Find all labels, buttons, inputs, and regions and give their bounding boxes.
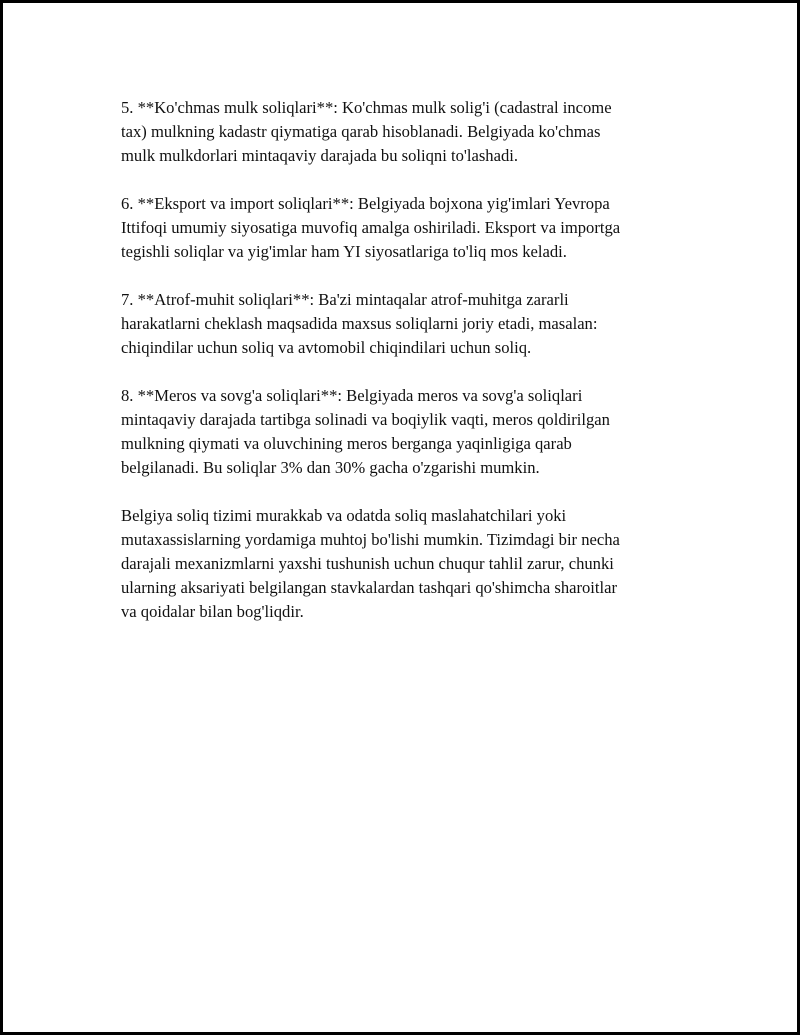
text-line: ularning aksariyati belgilangan stavkalardan tashqari qo'shimcha sharoitlar [121, 578, 618, 597]
text-line: chiqindilar uchun soliq va avtomobil chiqindilari uchun soliq. [121, 338, 532, 357]
text-line: mutaxassislarning yordamiga muhtoj bo'lishi mumkin. Tizimdagi bir necha [121, 530, 620, 549]
text-line: 5. **Ko'chmas mulk soliqlari**: Ko'chmas mulk solig'i (cadastral income [121, 98, 612, 117]
paragraph-environmental-tax [121, 288, 686, 360]
paragraph-export-import-tax [121, 192, 686, 264]
paragraph-inheritance-gift-tax [121, 384, 686, 480]
text-line: harakatlarni cheklash maqsadida maxsus soliqlarni joriy etadi, masalan: [121, 314, 598, 333]
text-line: Belgiya soliq tizimi murakkab va odatda soliq maslahatchilari yoki [121, 506, 567, 525]
text-line: va qoidalar bilan bog'liqdir. [121, 602, 304, 621]
text-line: 6. **Eksport va import soliqlari**: Belgiyada bojxona yig'imlari Yevropa [121, 194, 610, 213]
text-line: tax) mulkning kadastr qiymatiga qarab hisoblanadi. Belgiyada ko'chmas [121, 122, 601, 141]
paragraph-conclusion [121, 504, 686, 624]
text-line: 7. **Atrof-muhit soliqlari**: Ba'zi mintaqalar atrof-muhitga zararli [121, 290, 569, 309]
text-line: 8. **Meros va sovg'a soliqlari**: Belgiyada meros va sovg'a soliqlari [121, 386, 583, 405]
paragraph-property-tax [121, 96, 686, 168]
text-line: mintaqaviy darajada tartibga solinadi va boqiylik vaqti, meros qoldirilgan [121, 410, 610, 429]
text-line: Ittifoqi umumiy siyosatiga muvofiq amalga oshiriladi. Eksport va importga [121, 218, 621, 237]
text-line: mulk mulkdorlari mintaqaviy darajada bu soliqni to'lashadi. [121, 146, 519, 165]
text-line: belgilanadi. Bu soliqlar 3% dan 30% gacha o'zgarishi mumkin. [121, 458, 540, 477]
text-line: darajali mexanizmlarni yaxshi tushunish uchun chuqur tahlil zarur, chunki [121, 554, 614, 573]
document-body [121, 96, 686, 648]
text-line: mulkning qiymati va oluvchining meros berganga yaqinligiga qarab [121, 434, 572, 453]
text-line: tegishli soliqlar va yig'imlar ham YI siyosatlariga to'liq mos keladi. [121, 242, 567, 261]
